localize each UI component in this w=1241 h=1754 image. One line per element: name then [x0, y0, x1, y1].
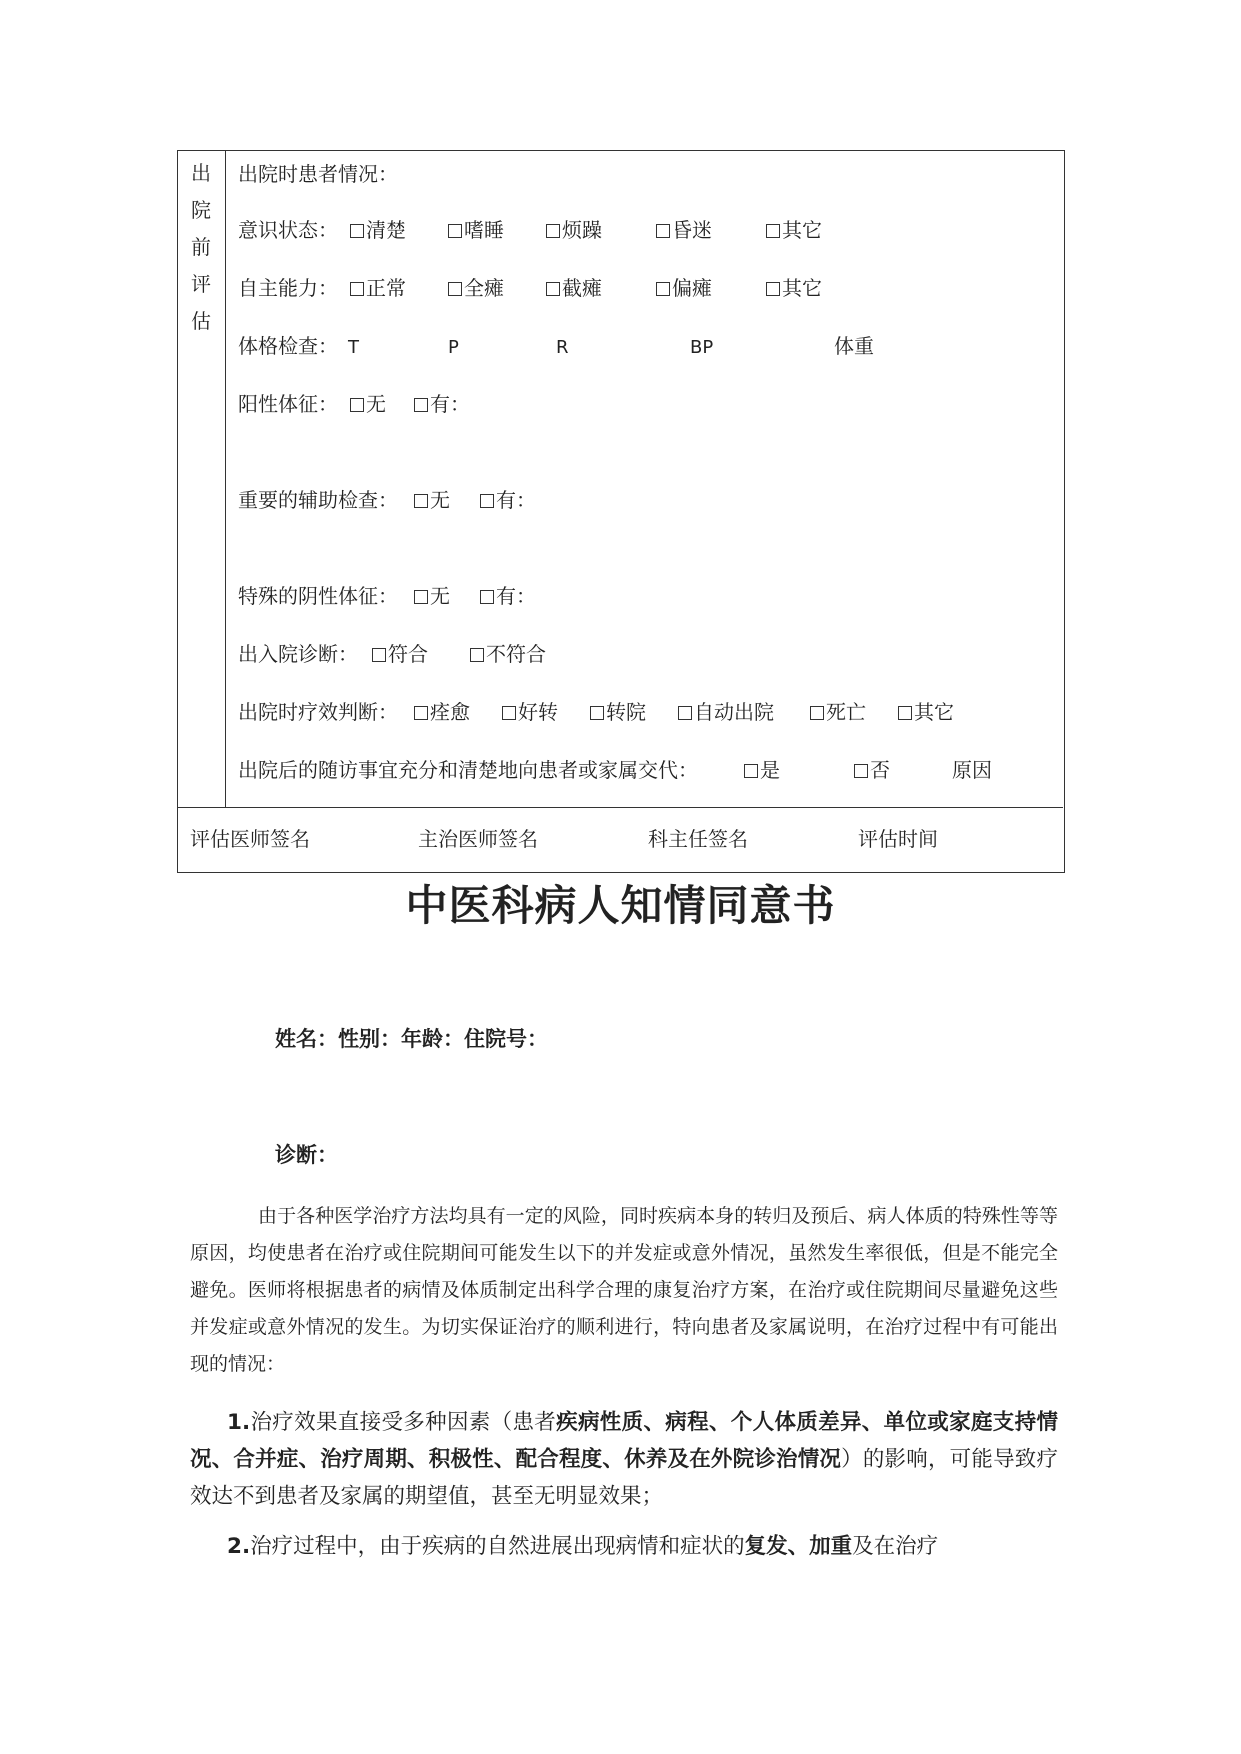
self-care-label: 自主能力： [238, 276, 338, 300]
respiration-field[interactable]: R [556, 337, 569, 358]
pulse-field[interactable]: P [448, 337, 459, 358]
checkbox-icon[interactable] [656, 282, 670, 296]
director-signature-field[interactable]: 科主任签名 [648, 827, 748, 851]
aux-exam-option[interactable]: 有： [480, 487, 536, 513]
item-number: 2. [227, 1534, 251, 1559]
checkbox-icon[interactable] [766, 224, 780, 238]
checkbox-icon[interactable] [546, 282, 560, 296]
outcome-option[interactable]: 死亡 [810, 699, 866, 725]
checkbox-icon[interactable] [546, 224, 560, 238]
aux-exam-option[interactable]: 无 [414, 487, 450, 513]
aux-exam-label: 重要的辅助检查： [238, 488, 398, 512]
followup-reason[interactable]: 原因 [952, 758, 992, 782]
patient-info-line: 姓名：性别：年龄：住院号： [275, 1027, 548, 1051]
side-label-column [178, 151, 226, 807]
checkbox-icon[interactable] [350, 282, 364, 296]
consciousness-option[interactable]: 昏迷 [656, 217, 712, 243]
followup-label: 出院后的随访事宜充分和清楚地向患者或家属交代： [238, 758, 698, 782]
positive-signs-option[interactable]: 无 [350, 391, 386, 417]
checkbox-icon[interactable] [590, 706, 604, 720]
checkbox-icon[interactable] [414, 494, 428, 508]
side-label-char: 前 [191, 235, 211, 259]
temperature-field[interactable]: T [348, 337, 359, 358]
positive-signs-option[interactable]: 有： [414, 391, 470, 417]
checkbox-icon[interactable] [678, 706, 692, 720]
outcome-option[interactable]: 其它 [898, 699, 954, 725]
self-care-option[interactable]: 偏瘫 [656, 275, 712, 301]
checkbox-icon[interactable] [448, 224, 462, 238]
signature-row [178, 807, 1063, 872]
checkbox-icon[interactable] [480, 590, 494, 604]
diagnosis-label: 诊断： [275, 1143, 338, 1167]
side-label-char: 估 [191, 309, 211, 333]
consent-title: 中医科病人知情同意书 [405, 881, 836, 930]
negative-signs-option[interactable]: 有： [480, 583, 536, 609]
checkbox-icon[interactable] [898, 706, 912, 720]
side-label-char: 评 [191, 272, 211, 296]
followup-option[interactable]: 是 [744, 757, 780, 783]
checkbox-icon[interactable] [470, 648, 484, 662]
negative-signs-label: 特殊的阴性体征： [238, 584, 398, 608]
consent-item: 1.治疗效果直接受多种因素（患者疾病性质、病程、个人体质差异、单位或家庭支持情况、合并症、治疗周期、积极性、配合程度、休养及在外院诊治情况）的影响，可能导致疗效达不到患者及家属的期望值，甚至无明显效果； [190, 1410, 1058, 1509]
diagnosis-match-option[interactable]: 符合 [372, 641, 428, 667]
checkbox-icon[interactable] [854, 764, 868, 778]
checkbox-icon[interactable] [414, 590, 428, 604]
emphasis-text: 疾病性质、病程、个人体质差异、单位或家庭支持情况、合并症、治疗周期、积极性、配合程度、休养及在外院诊治情况 [190, 1410, 1058, 1472]
blood-pressure-field[interactable]: BP [690, 337, 714, 358]
consciousness-label: 意识状态： [238, 218, 338, 242]
outcome-option[interactable]: 痊愈 [414, 699, 470, 725]
diagnosis-match-option[interactable]: 不符合 [470, 641, 546, 667]
emphasis-text: 复发、加重 [744, 1534, 853, 1559]
consent-item: 2.治疗过程中，由于疾病的自然进展出现病情和症状的复发、加重及在治疗 [227, 1534, 939, 1559]
checkbox-icon[interactable] [744, 764, 758, 778]
followup-option[interactable]: 否 [854, 757, 890, 783]
checkbox-icon[interactable] [656, 224, 670, 238]
self-care-option[interactable]: 全瘫 [448, 275, 504, 301]
consciousness-option[interactable]: 嗜睡 [448, 217, 504, 243]
checkbox-icon[interactable] [372, 648, 386, 662]
consciousness-option[interactable]: 其它 [766, 217, 822, 243]
outcome-label: 出院时疗效判断： [238, 700, 398, 724]
attending-signature-field[interactable]: 主治医师签名 [418, 827, 538, 851]
discharge-assessment-table [177, 150, 1065, 873]
consciousness-option[interactable]: 烦躁 [546, 217, 602, 243]
weight-field[interactable]: 体重 [834, 334, 874, 358]
item-number: 1. [227, 1410, 251, 1435]
checkbox-icon[interactable] [350, 224, 364, 238]
checkbox-icon[interactable] [350, 398, 364, 412]
outcome-option[interactable]: 自动出院 [678, 699, 774, 725]
diagnosis-match-label: 出入院诊断： [238, 642, 358, 666]
checkbox-icon[interactable] [414, 706, 428, 720]
checkbox-icon[interactable] [448, 282, 462, 296]
negative-signs-option[interactable]: 无 [414, 583, 450, 609]
checkbox-icon[interactable] [502, 706, 516, 720]
evaluation-time-field[interactable]: 评估时间 [858, 827, 938, 851]
positive-signs-label: 阳性体征： [238, 392, 338, 416]
outcome-option[interactable]: 好转 [502, 699, 558, 725]
checkbox-icon[interactable] [414, 398, 428, 412]
self-care-option[interactable]: 截瘫 [546, 275, 602, 301]
evaluator-signature-field[interactable]: 评估医师签名 [190, 827, 310, 851]
consciousness-option[interactable]: 清楚 [350, 217, 406, 243]
intro-paragraph: 由于各种医学治疗方法均具有一定的风险，同时疾病本身的转归及预后、病人体质的特殊性等等原因，均使患者在治疗或住院期间可能发生以下的并发症或意外情况，虽然发生率很低，但是不能完全避免。医师将根据患者的病情及体质制定出科学合理的康复治疗方案，在治疗或住院期间尽量避免这些并发症或意外情况的发生。为切实保证治疗的顺利进行，特向患者及家属说明，在治疗过程中有可能出现的情况： [190, 1205, 1058, 1375]
self-care-option[interactable]: 其它 [766, 275, 822, 301]
side-label-char: 院 [191, 198, 211, 222]
assessment-header: 出院时患者情况： [238, 162, 398, 186]
checkbox-icon[interactable] [480, 494, 494, 508]
self-care-option[interactable]: 正常 [350, 275, 406, 301]
physical-exam-label: 体格检查： [238, 334, 338, 358]
side-label-char: 出 [191, 161, 211, 185]
checkbox-icon[interactable] [810, 706, 824, 720]
outcome-option[interactable]: 转院 [590, 699, 646, 725]
checkbox-icon[interactable] [766, 282, 780, 296]
